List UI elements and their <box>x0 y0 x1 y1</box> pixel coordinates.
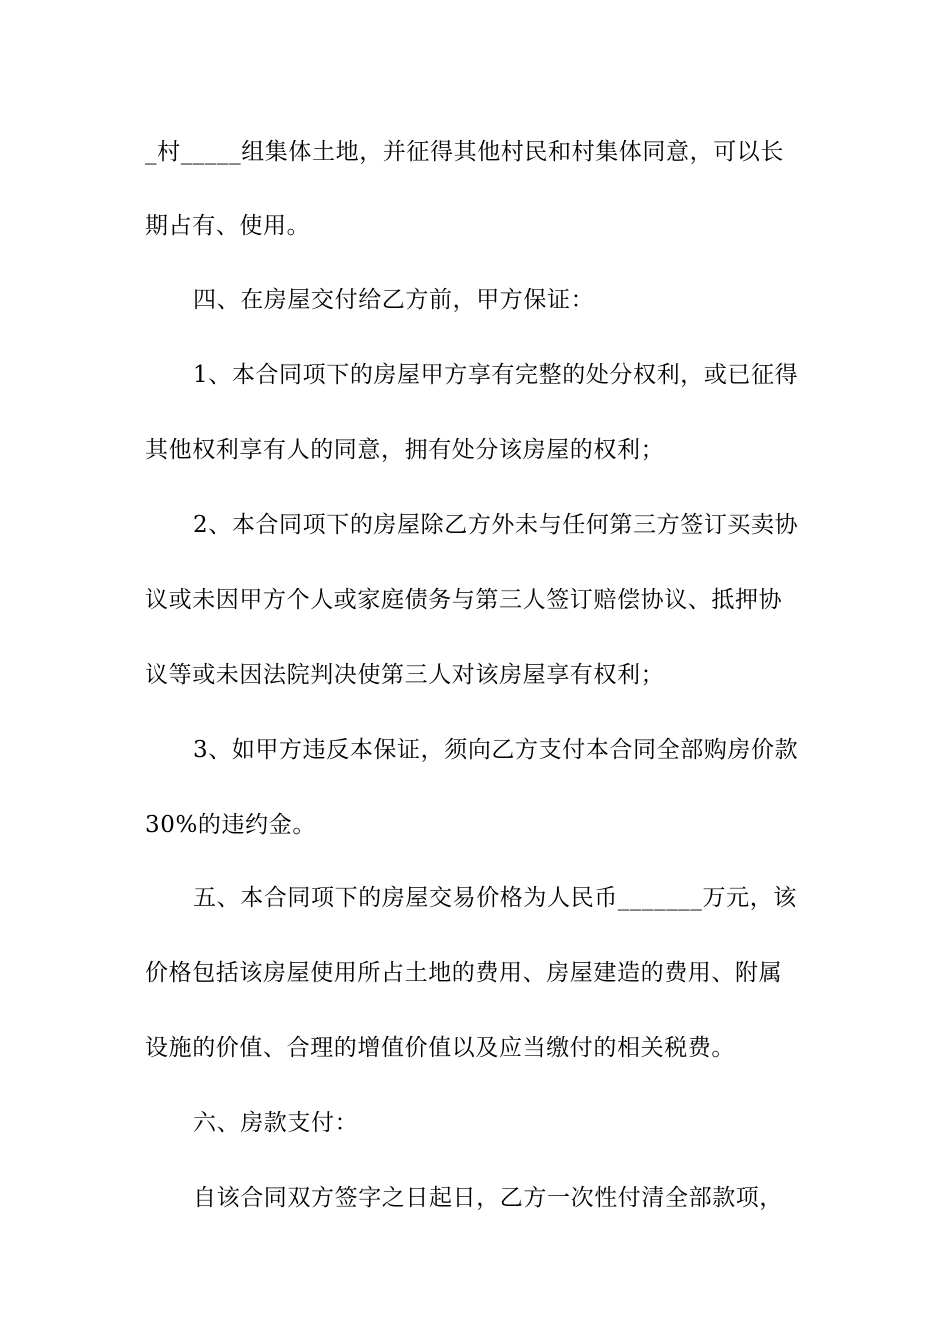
text-line: 2、本合同项下的房屋除乙方外未与任何第三方签订买卖协 <box>193 512 799 538</box>
section-heading: 五、本合同项下的房屋交易价格为人民币_______万元，该 <box>193 885 797 911</box>
text-line: 设施的价值、合理的增值价值以及应当缴付的相关税费。 <box>145 1035 735 1061</box>
text-line: 3、如甲方违反本保证，须向乙方支付本合同全部购房价款 <box>193 737 799 763</box>
text-line: 价格包括该房屋使用所占土地的费用、房屋建造的费用、附属 <box>145 960 783 986</box>
text-line: 30%的违约金。 <box>145 812 316 838</box>
text-line: 期占有、使用。 <box>145 213 311 239</box>
text-line: 其他权利享有人的同意，拥有处分该房屋的权利； <box>145 437 665 463</box>
text-line: 议或未因甲方个人或家庭债务与第三人签订赔偿协议、抵押协 <box>145 587 783 613</box>
text-line: 议等或未因法院判决使第三人对该房屋享有权利； <box>145 662 665 688</box>
text-line: 自该合同双方签字之日起日，乙方一次性付清全部款项， <box>193 1185 783 1211</box>
text-line: 1、本合同项下的房屋甲方享有完整的处分权利，或已征得 <box>193 362 799 388</box>
text-line: _村_____组集体土地，并征得其他村民和村集体同意，可以长 <box>145 139 784 165</box>
section-heading: 六、房款支付： <box>193 1110 359 1136</box>
section-heading: 四、在房屋交付给乙方前，甲方保证： <box>193 287 595 313</box>
